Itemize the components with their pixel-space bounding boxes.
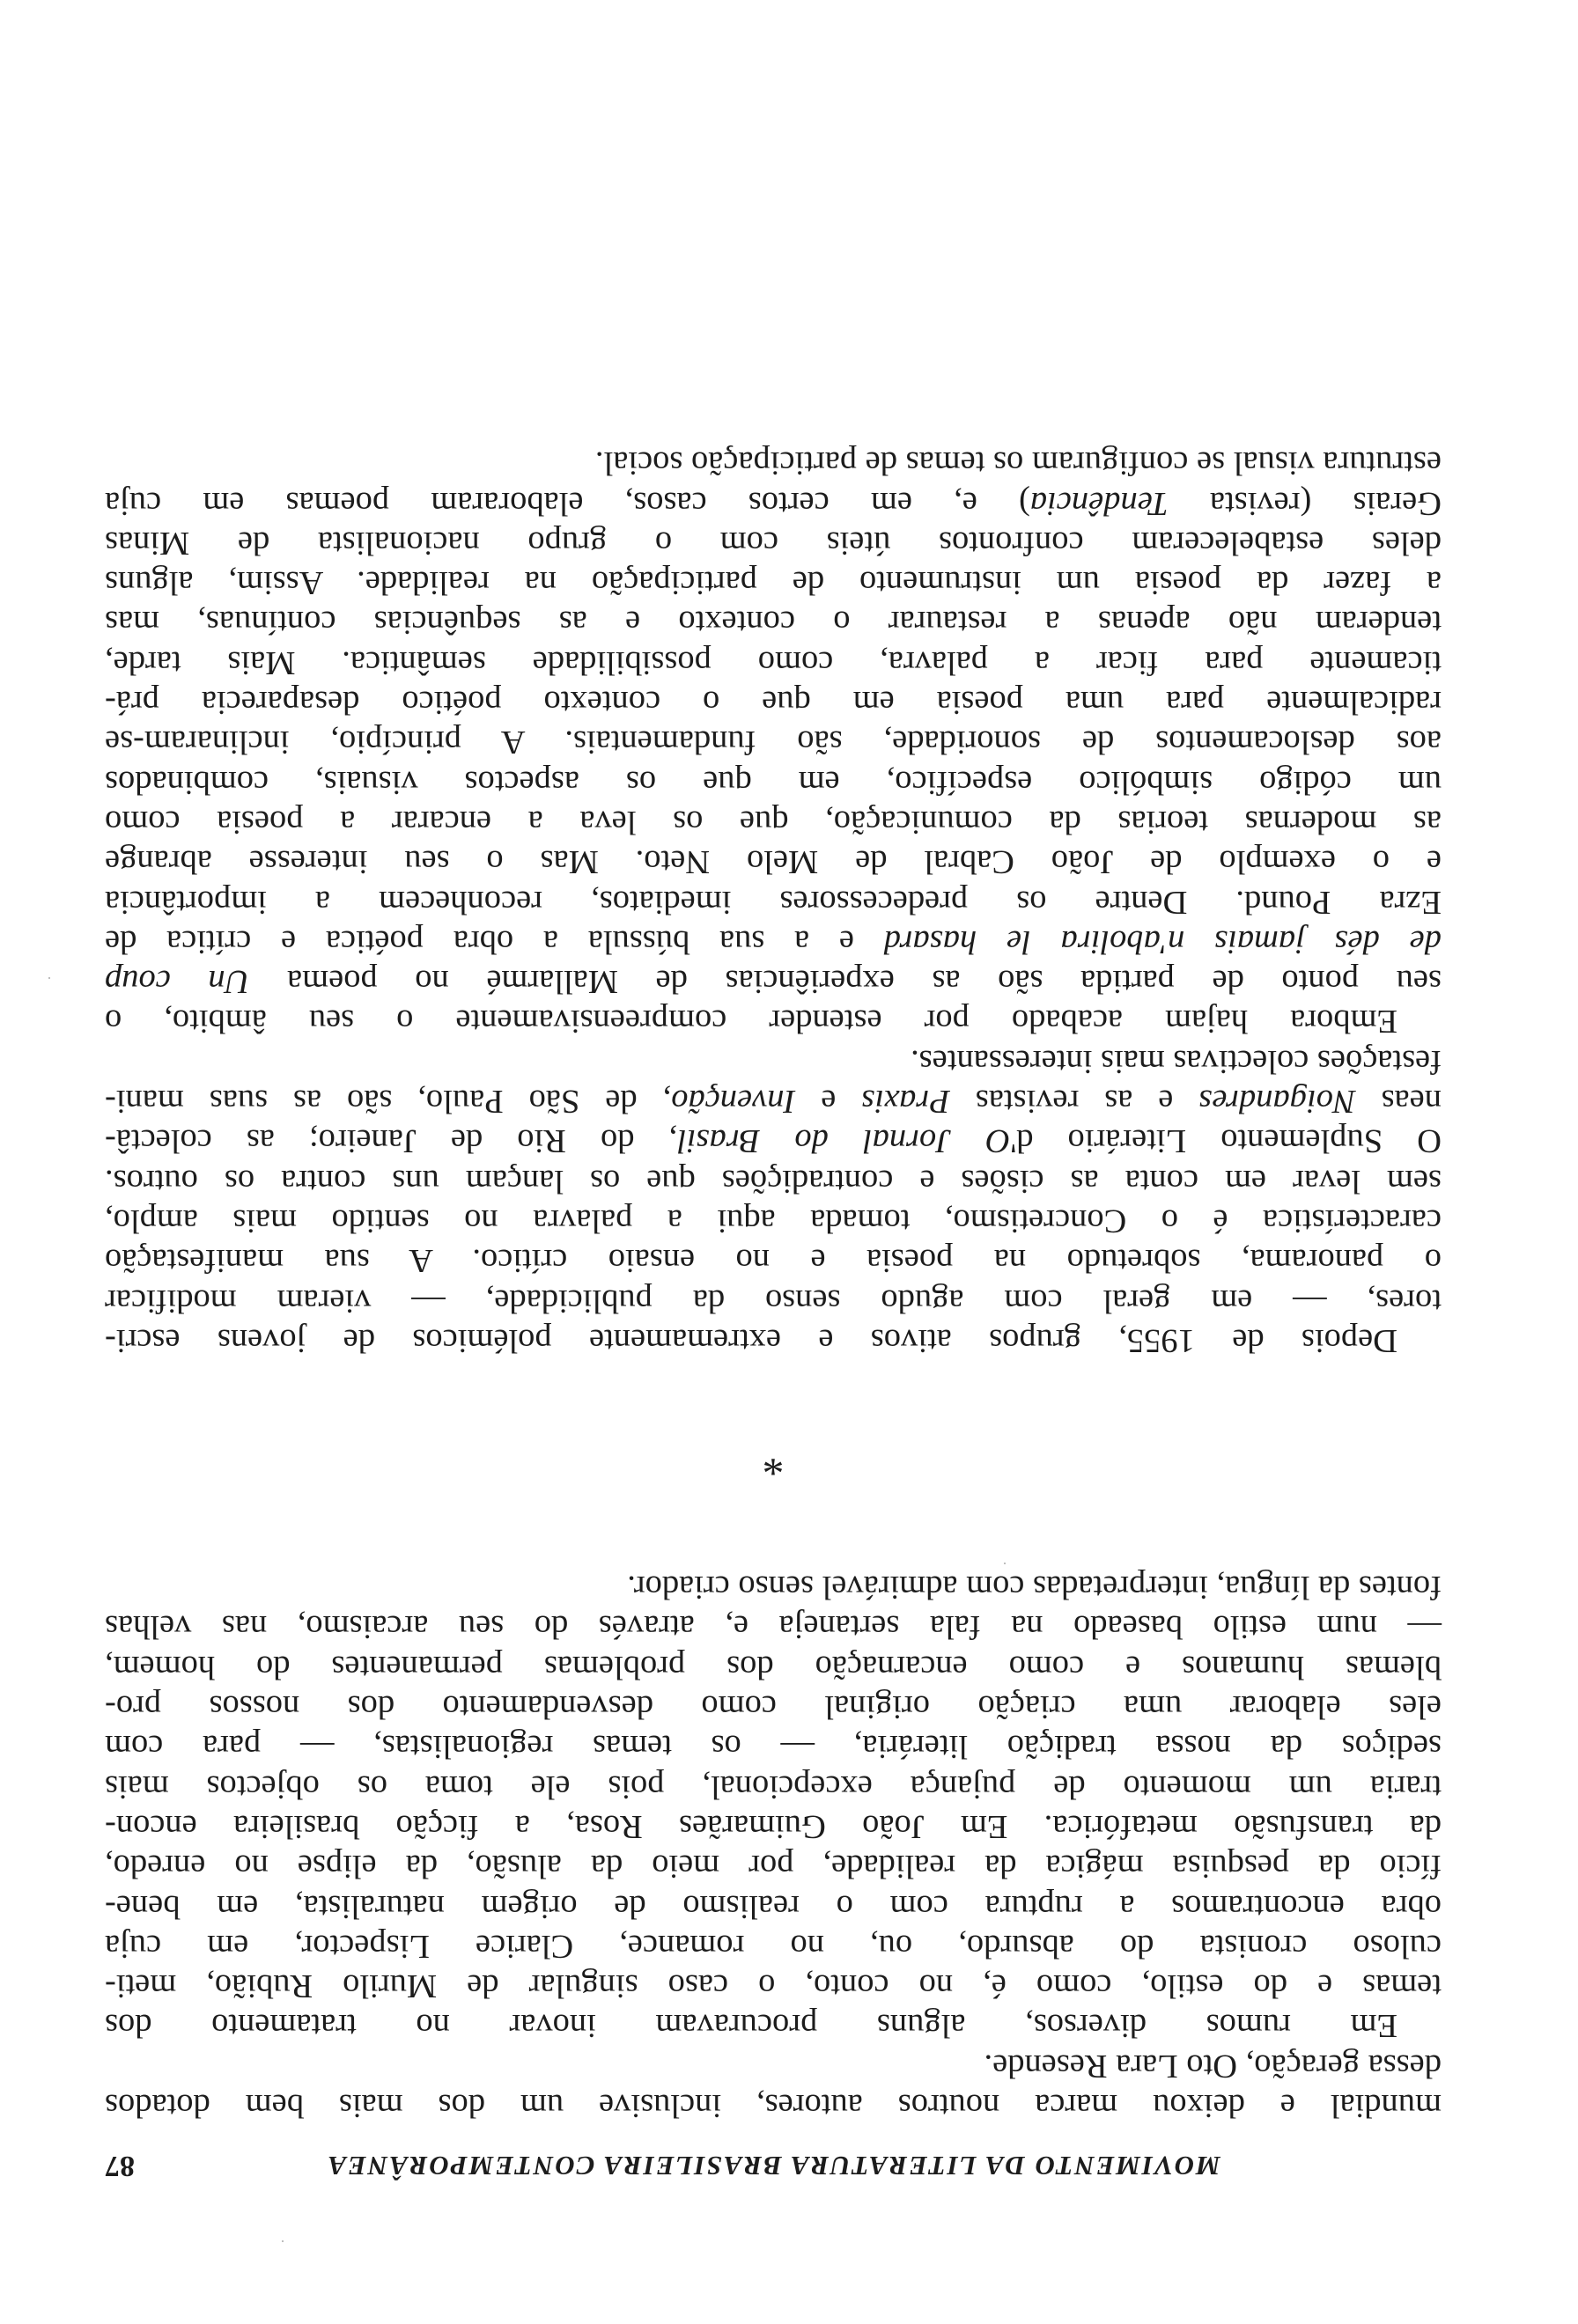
running-head: MOVIMENTO DA LITERATURA BRASILEIRA CONTEMPORÂNEA [326,2151,1220,2181]
text-line: — num estilo baseado na fala sertaneja e, através do seu arcaismo, nas velhas [105,1608,1442,1646]
text-line: fício da pesquisa mágica da realidade, por meio da alusão, da elipse no enredo, [105,1848,1442,1886]
text-line-mixed [105,1121,1442,1160]
text-run: , do Rio de Janeiro; as colectâ- [104,1122,678,1160]
text-run: e [795,1083,862,1121]
text-line: as modernas teorias da comunicação, que os leva a encarar a poesia como [105,803,1442,841]
text-line: deles estabeleceram confrontos úteis com o grupo nacionalista de Minas [105,524,1442,562]
italic-title: Invenção [671,1083,796,1121]
text-line: dessa geração, Oto Lara Resende. [984,2047,1442,2085]
text-line-mixed [105,1081,1442,1121]
text-line: obra encontramos a ruptura com o realismo de origem naturalista, em bene- [105,1887,1442,1925]
text-line: traria um momento de pujança excepcional, pois ele toma os objectos mais [105,1768,1442,1806]
text-line-mixed [105,922,1442,961]
text-line: Em rumos diversos, alguns procuravam inovar no tratamento dos [105,2007,1397,2045]
text-line: blemas humanos e como encarnação dos problemas permanentes do homem, [105,1648,1442,1686]
text-line: e o exemplo de João Cabral de Melo Neto. Mas o seu interesse abrange [105,843,1442,881]
paragraph-mallarme [105,443,1442,1041]
text-line: Ezra Pound. Dentre os predecessores imediatos, reconhecem a importância [105,883,1442,921]
text-line: Embora hajam acabado por estender compreensivamente o seu âmbito, o [105,1003,1397,1041]
italic-title: Tendência [1029,484,1169,522]
page-header [105,2139,1442,2192]
text-line: o panorama, sobretudo na poesia e no ensaio crítico. A sua manifestação [105,1242,1442,1280]
italic-title: Noigandres [1198,1083,1356,1121]
italic-title: Praxis [861,1083,950,1121]
text-run: neas [1355,1083,1442,1121]
text-line: sediços da nossa tradição literária, — os temas regionalistas, — para com [105,1728,1442,1766]
text-line-mixed [105,961,1442,1001]
text-line: fontes da língua, interpretadas com admirável senso criador. [627,1569,1442,1607]
italic-title: de dés jamais n'abolira le hasard [883,923,1442,960]
text-run: e a sua bússula a obra poética e crítica de [105,923,884,960]
text-run: Gerais (revista [1168,484,1442,522]
text-line: culoso cronista do absurdo, ou, no romance, Clarice Lispector, em cuja [105,1927,1442,1965]
text-run: seu ponto de partida são as experiências de Mallarmé no poema [249,963,1442,1001]
text-run: e as revistas [949,1083,1199,1121]
paragraph-fiction [105,1567,1442,2046]
text-line: estrutura visual se configuram os temas de participação social. [594,445,1442,482]
text-line: tenderam não apenas a restaurar o contexto e as sequências contínuas, mas [105,604,1442,642]
text-line-mixed [105,482,1442,522]
text-line: ticamente para ficar a palavra, como possibilidade semântica. Mais tarde, [105,644,1442,681]
text-line: radicalmente para uma poesia em que o contexto poético desaparecia prá- [105,684,1442,722]
text-line: eles elaborar uma criação original como desvendamento dos nossos pro- [105,1688,1442,1726]
page-number: 87 [105,2150,135,2182]
text-run: O Suplemento Literário d' [1010,1122,1442,1160]
text-line: Depois de 1955, grupos ativos e extremamente polémicos de jovens escri- [105,1321,1397,1359]
italic-title: Un coup [105,963,250,1001]
paragraph-continuation [105,2045,1442,2125]
text-line: temas e do estilo, como é, no conto, o caso singular de Murilo Rubião, meti- [105,1967,1442,2005]
text-block [105,443,1442,2192]
section-separator: * [762,1436,785,1486]
text-line: sem levar em conta as cisões e contradições que os lançam uns contra os outros. [105,1162,1442,1200]
scan-speck [282,2240,284,2242]
text-run: ) e, em certos casos, elaboraram poemas em cuja [105,484,1030,522]
text-line: um código simbólico específico, em que os aspectos visuais, combinados [105,763,1442,801]
text-line: a fazer da poesia um instrumento de participação na realidade. Assim, alguns [105,564,1442,602]
paragraph-concretismo [105,1041,1442,1359]
text-line: tores, — em geral com agudo senso da publicidade, — vieram modificar [105,1282,1442,1320]
scan-speck [48,977,50,979]
text-line: aos deslocamentos de sonoridade, são fundamentais. A princípio, inclinaram-se [105,724,1442,761]
italic-title: O Jornal do Brasil [677,1122,1011,1160]
text-line: mundial e deixou marca noutros autores, inclusive um dos mais bem dotados [105,2087,1442,2124]
text-line: característica é o Concretismo, tomada aqui a palavra no sentido mais amplo, [105,1202,1442,1239]
text-line: da transfusão metafórica. Em João Guimarães Rosa, a ficção brasileira encon- [105,1807,1442,1845]
text-line: festações colectivas mais interessantes. [911,1042,1442,1080]
text-run: , de São Paulo, são as suas mani- [105,1083,672,1121]
scan-speck [1004,1563,1006,1564]
